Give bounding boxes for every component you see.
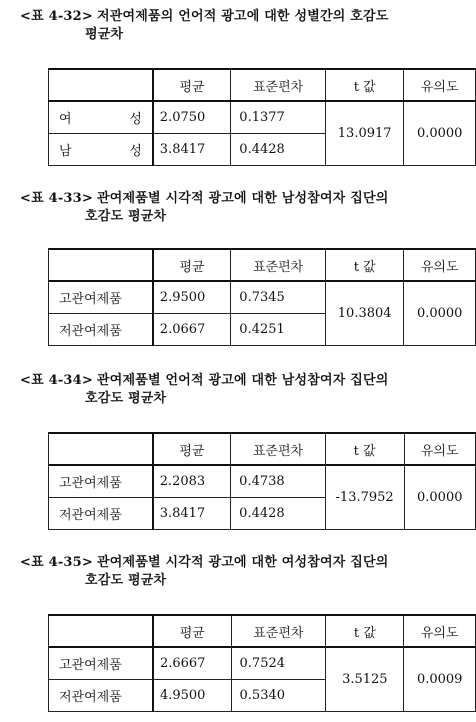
caption-text: 저관여제품의 언어적 광고에 대한 성별간의 호감도 [97,9,389,24]
header-cell-mean: 평균 [153,615,231,647]
sd-cell: 0.7345 [231,281,326,314]
table-caption [20,554,472,590]
row-label: 고관여제품 [49,465,153,498]
t-value-cell: -13.7952 [325,465,404,530]
sd-cell: 0.4738 [231,465,326,498]
sd-cell: 0.5340 [231,680,326,712]
sd-cell: 0.4428 [231,498,326,530]
header-cell-t: t 값 [325,249,404,281]
row-label: 여 성 [49,101,153,134]
mean-cell: 2.0667 [153,314,231,346]
header-cell-empty [49,615,153,647]
significance-cell: 0.0000 [404,101,476,166]
header-cell-mean: 평균 [153,249,231,281]
table-caption [20,190,472,226]
header-cell-sig: 유의도 [404,615,476,647]
table-row [49,647,476,680]
table-number: <표 4-33> [20,191,94,206]
header-cell-mean: 평균 [153,69,231,101]
caption-text-line2: 평균차 [85,27,124,42]
header-cell-t: t 값 [325,433,404,465]
sd-cell: 0.1377 [231,101,326,134]
table-number: <표 4-32> [20,9,94,24]
mean-cell: 3.8417 [153,498,231,530]
stats-table [48,614,476,712]
row-label: 고관여제품 [49,647,153,680]
row-label: 저관여제품 [49,498,153,530]
stats-table [48,68,476,166]
caption-text: 관여제품별 시각적 광고에 대한 남성참여자 집단의 [97,191,389,206]
caption-text-line2: 호감도 평균차 [85,391,167,406]
stats-table [48,432,476,530]
header-row [49,615,476,647]
row-label: 저관여제품 [49,680,153,712]
table-row [49,101,476,134]
header-cell-empty [49,433,153,465]
header-cell-sig: 유의도 [404,69,476,101]
table-caption [20,8,472,44]
header-cell-sig: 유의도 [404,249,476,281]
header-cell-sd: 표준편차 [231,69,326,101]
significance-cell: 0.0000 [404,465,475,530]
significance-cell: 0.0009 [404,647,476,712]
header-cell-sd: 표준편차 [231,249,326,281]
mean-cell: 2.6667 [153,647,231,680]
header-cell-sd: 표준편차 [231,615,326,647]
header-cell-mean: 평균 [153,433,231,465]
caption-text: 관여제품별 언어적 광고에 대한 남성참여자 집단의 [97,373,389,388]
row-label: 저관여제품 [49,314,153,346]
mean-cell: 2.0750 [153,101,231,134]
header-cell-empty [49,69,153,101]
mean-cell: 2.2083 [153,465,231,498]
header-cell-sig: 유의도 [404,433,475,465]
mean-cell: 3.8417 [153,134,231,166]
t-value-cell: 10.3804 [325,281,404,346]
table-caption [20,372,472,408]
table-number: <표 4-35> [20,555,94,570]
caption-text: 관여제품별 시각적 광고에 대한 여성참여자 집단의 [97,555,389,570]
sd-cell: 0.7524 [231,647,326,680]
significance-cell: 0.0000 [404,281,476,346]
mean-cell: 4.9500 [153,680,231,712]
header-row [49,433,476,465]
sd-cell: 0.4428 [231,134,326,166]
header-cell-sd: 표준편차 [231,433,326,465]
table-row [49,281,476,314]
t-value-cell: 13.0917 [325,101,404,166]
header-cell-t: t 값 [325,69,404,101]
caption-text-line2: 호감도 평균차 [85,209,167,224]
row-label: 남 성 [49,134,153,166]
row-label: 고관여제품 [49,281,153,314]
header-cell-empty [49,249,153,281]
caption-text-line2: 호감도 평균차 [85,573,167,588]
table-number: <표 4-34> [20,373,94,388]
header-cell-t: t 값 [326,615,404,647]
header-row [49,249,476,281]
mean-cell: 2.9500 [153,281,231,314]
table-row [49,465,476,498]
stats-table [48,248,476,346]
sd-cell: 0.4251 [231,314,326,346]
header-row [49,69,476,101]
t-value-cell: 3.5125 [326,647,404,712]
